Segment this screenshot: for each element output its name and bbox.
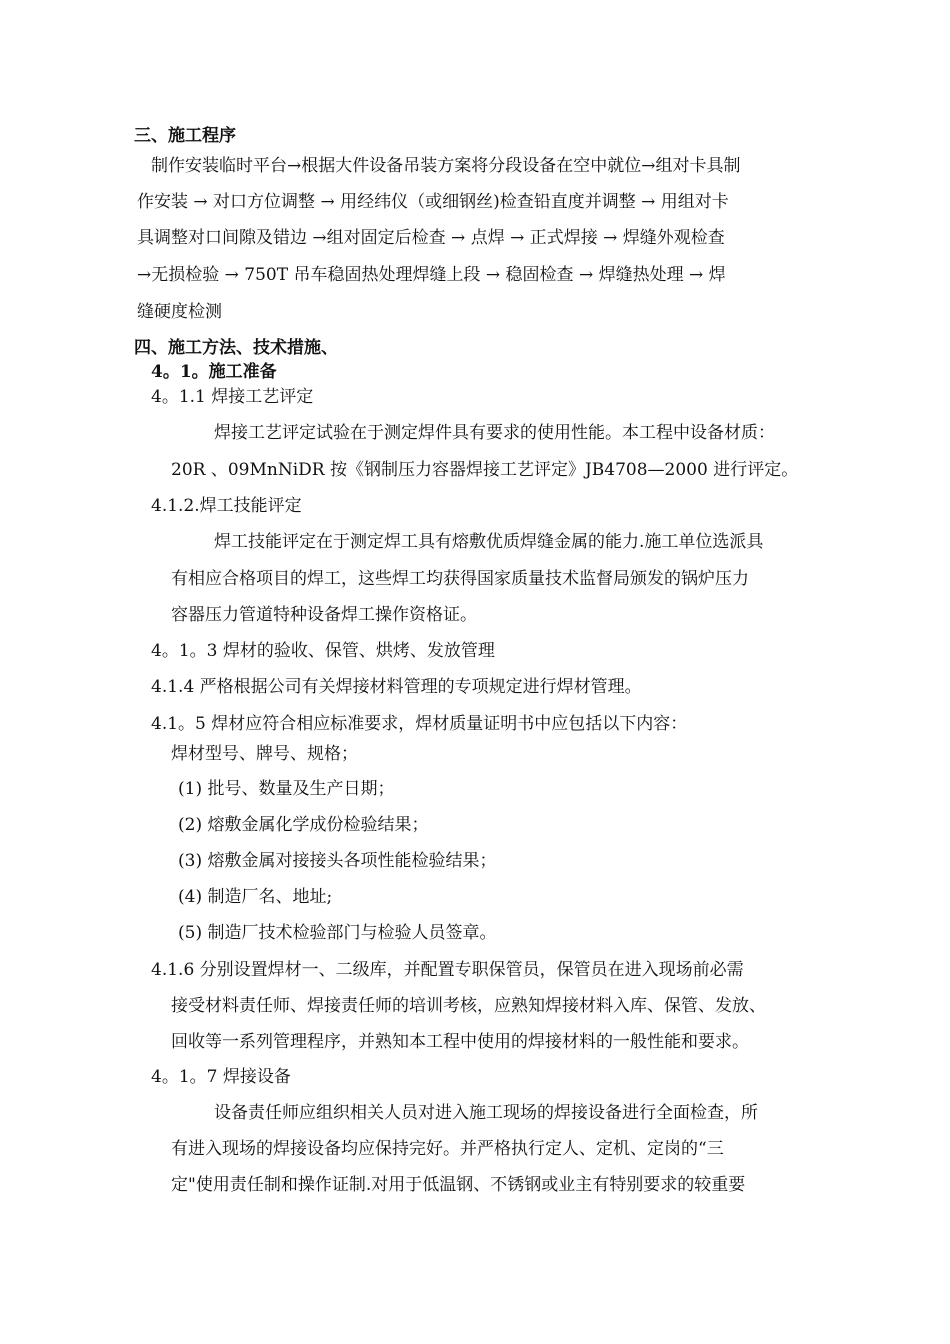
section-4-1-5-intro: 焊材型号、牌号、规格； xyxy=(171,744,358,764)
section-4-1-2-line-1: 焊工技能评定在于测定焊工具有熔敷优质焊缝金属的能力.施工单位选派具 xyxy=(214,532,764,552)
section-3-heading: 三、施工程序 xyxy=(134,126,236,146)
section-4-1-7-title: 4。1。7 焊接设备 xyxy=(151,1067,291,1087)
section-4-1-5-item-4: (4) 制造厂名、地址; xyxy=(178,887,333,907)
section-4-1-7-line-3: 定"使用责任制和操作证制.对用于低温钢、不锈钢或业主有特别要求的较重要 xyxy=(171,1175,746,1195)
section-4-1-4-title: 4.1.4 严格根据公司有关焊接材料管理的专项规定进行焊材管理。 xyxy=(151,677,642,697)
section-4-1-5-item-1: (1) 批号、数量及生产日期； xyxy=(178,779,395,799)
section-4-1-1-title: 4。1.1 焊接工艺评定 xyxy=(151,387,314,407)
section-4-1-5-item-3: (3) 熔敷金属对接接头各项性能检验结果； xyxy=(178,851,497,871)
section-4-1-6-line-2: 接受材料责任师、焊接责任师的培训考核，应熟知焊接材料入库、保管、发放、 xyxy=(171,996,766,1016)
section-3-line-4: →无损检验 → 750T 吊车稳固热处理焊缝上段 → 稳固检查 → 焊缝热处理 → 焊 xyxy=(137,265,726,285)
section-4-1-2-line-3: 容器压力管道特种设备焊工操作资格证。 xyxy=(171,605,477,625)
section-3-line-1: 制作安装临时平台→根据大件设备吊装方案将分段设备在空中就位→组对卡具制 xyxy=(151,156,741,176)
section-4-1-7-line-2: 有进入现场的焊接设备均应保持完好。并严格执行定人、定机、定岗的“三 xyxy=(171,1139,724,1159)
section-4-1-5-item-5: (5) 制造厂技术检验部门与检验人员签章。 xyxy=(178,923,497,943)
section-4-1-2-line-2: 有相应合格项目的焊工，这些焊工均获得国家质量技术监督局颁发的锅炉压力 xyxy=(171,569,749,589)
section-3-line-2: 作安装 → 对口方位调整 → 用经纬仪（或细钢丝)检查铅直度并调整 → 用组对卡 xyxy=(137,192,729,212)
section-4-1-2-title: 4.1.2.焊工技能评定 xyxy=(151,496,302,516)
section-4-1-3-title: 4。1。3 焊材的验收、保管、烘烤、发放管理 xyxy=(151,641,495,661)
section-4-1-1-line-1: 焊接工艺评定试验在于测定焊件具有要求的使用性能。本工程中设备材质： xyxy=(214,423,775,443)
section-4-1-5-item-2: (2) 熔敷金属化学成份检验结果； xyxy=(178,815,429,835)
section-4-1-1-line-2: 20R 、09MnNiDR 按《钢制压力容器焊接工艺评定》JB4708—2000 进行评定。 xyxy=(171,460,799,480)
section-3-line-3: 具调整对口间隙及错边 →组对固定后检查 → 点焊 → 正式焊接 → 焊缝外观检查 xyxy=(137,228,725,248)
section-4-1-6-line-3: 回收等一系列管理程序，并熟知本工程中使用的焊接材料的一般性能和要求。 xyxy=(171,1032,749,1052)
section-4-1-7-line-1: 设备责任师应组织相关人员对进入施工现场的焊接设备进行全面检查，所 xyxy=(214,1103,758,1123)
section-4-1-heading: 4。1。施工准备 xyxy=(151,362,277,382)
section-3-line-5: 缝硬度检测 xyxy=(137,302,222,322)
section-4-heading: 四、施工方法、技术措施、 xyxy=(134,338,338,358)
section-4-1-5-title: 4.1。5 焊材应符合相应标准要求，焊材质量证明书中应包括以下内容： xyxy=(151,714,688,734)
section-4-1-6-line-1: 4.1.6 分别设置焊材一、二级库，并配置专职保管员，保管员在进入现场前必需 xyxy=(151,960,744,980)
